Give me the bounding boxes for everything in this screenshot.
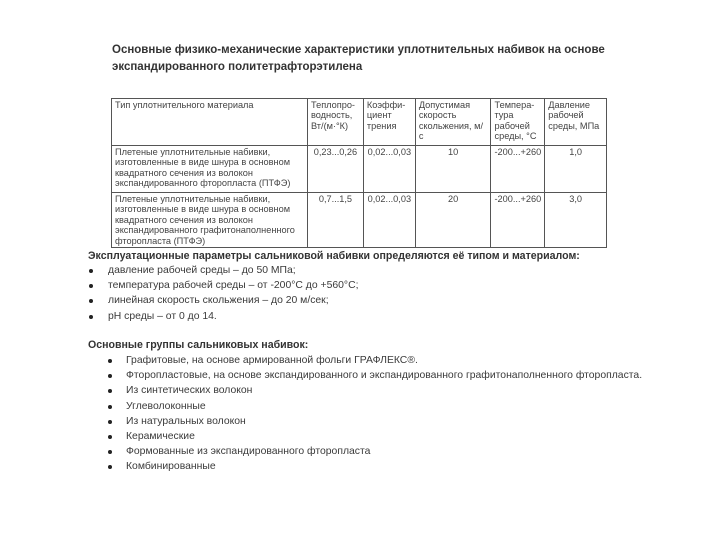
- operating-parameters-list: [108, 263, 358, 324]
- header-thermal-conductivity: Теплопро-водность, Вт/(м·°К): [307, 99, 363, 146]
- list-item-text: Из синтетических волокон: [126, 385, 253, 397]
- list-item-text: Углеволоконные: [126, 400, 206, 412]
- list-item-text: давление рабочей среды – до 50 МПа;: [108, 265, 296, 276]
- list-item-text: Графитовые, на основе армированной фольги ГРАФЛЕКС®.: [126, 355, 418, 366]
- cell-sliding-speed: 10: [415, 146, 491, 193]
- cell-friction-coefficient: 0,02...0,03: [363, 193, 415, 248]
- list-item: [126, 383, 642, 398]
- bullet-icon: [108, 420, 112, 424]
- cell-thermal-conductivity: 0,7...1,5: [307, 193, 363, 248]
- bullet-icon: [108, 405, 112, 409]
- header-pressure: Давление рабочей среды, МПа: [545, 99, 607, 146]
- list-item: [126, 429, 642, 444]
- table-header-row: [112, 99, 607, 146]
- header-temperature: Темпера-тура рабочей среды, °С: [491, 99, 545, 146]
- list-item-text: линейная скорость скольжения – до 20 м/сек;: [108, 295, 329, 307]
- packing-groups-list: [126, 353, 642, 475]
- header-material-type: Тип уплотнительного материала: [112, 99, 308, 146]
- list-item: [108, 278, 358, 293]
- bullet-icon: [89, 269, 93, 273]
- list-item: [126, 399, 642, 414]
- list-item: [126, 353, 642, 368]
- list-item-text: Фторопластовые, на основе экспандированного и экспандированного графитонаполненного фторопласта.: [126, 370, 643, 382]
- document-title: Основные физико-механические характеристики уплотнительных набивок на основе экспандированного политетрафторэтилена: [112, 44, 605, 73]
- list-item-text: Керамические: [126, 430, 195, 442]
- list-item-text: Комбинированные: [126, 461, 216, 473]
- bullet-icon: [108, 359, 112, 363]
- cell-temperature: -200...+260: [491, 146, 545, 193]
- cell-sliding-speed: 20: [415, 193, 491, 248]
- packing-groups-heading: Основные группы сальниковых набивок:: [88, 339, 309, 351]
- bullet-icon: [89, 299, 93, 303]
- cell-pressure: 3,0: [545, 193, 607, 248]
- cell-material: Плетеные уплотнительные набивки, изготовленные в виде шнура в основном квадратного сечения из волокон экспандированного графитонаполненного фторопласта (ПТФЭ): [112, 193, 308, 248]
- cell-friction-coefficient: 0,02...0,03: [363, 146, 415, 193]
- cell-thermal-conductivity: 0,23...0,26: [307, 146, 363, 193]
- list-item: [108, 309, 358, 324]
- bullet-icon: [108, 435, 112, 439]
- bullet-icon: [108, 450, 112, 454]
- list-item-text: температура рабочей среды – от -200°С до +560°С;: [108, 280, 359, 292]
- bullet-icon: [108, 389, 112, 393]
- list-item: [126, 368, 642, 383]
- operating-parameters-heading: Эксплуатационные параметры сальниковой набивки определяются её типом и материалом:: [88, 250, 580, 262]
- cell-material: Плетеные уплотнительные набивки, изготовленные в виде шнура в основном квадратного сечения из волокон экспандированного фторопласта (ПТФЭ): [112, 146, 308, 193]
- list-item: [126, 414, 642, 429]
- bullet-icon: [89, 315, 93, 319]
- table-row: [112, 193, 607, 248]
- bullet-icon: [108, 374, 112, 378]
- cell-pressure: 1,0: [545, 146, 607, 193]
- table-row: [112, 146, 607, 193]
- list-item: [108, 293, 358, 308]
- list-item: [108, 263, 358, 278]
- header-sliding-speed: Допустимая скорость скольжения, м/с: [415, 99, 491, 146]
- list-item-text: Формованные из экспандированного фторопласта: [126, 446, 371, 458]
- bullet-icon: [108, 465, 112, 469]
- list-item-text: Из натуральных волокон: [126, 415, 246, 427]
- cell-temperature: -200...+260: [491, 193, 545, 248]
- header-friction-coefficient: Коэффи-циент трения: [363, 99, 415, 146]
- properties-table: [111, 98, 607, 248]
- bullet-icon: [89, 284, 93, 288]
- list-item-text: pH среды – от 0 до 14.: [108, 310, 217, 322]
- list-item: [126, 444, 642, 459]
- list-item: [126, 459, 642, 474]
